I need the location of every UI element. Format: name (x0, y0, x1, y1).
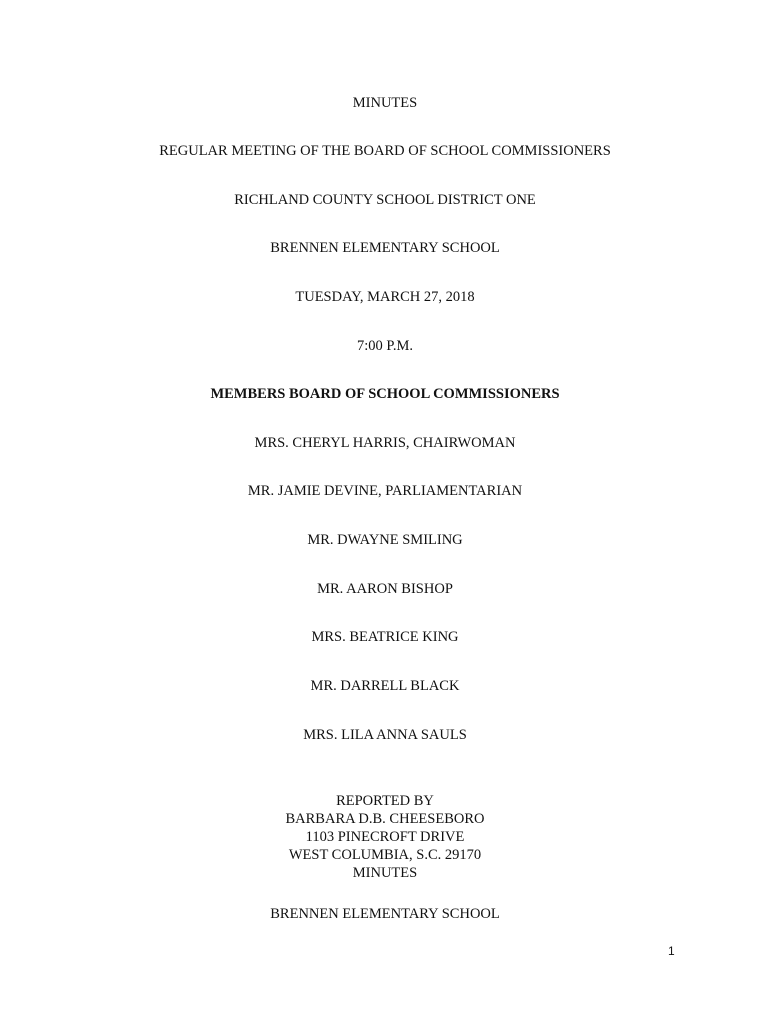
member-item: MRS. CHERYL HARRIS, CHAIRWOMAN (254, 435, 516, 451)
member-item: MR. AARON BISHOP (317, 581, 453, 597)
member-item: MRS. LILA ANNA SAULS (303, 727, 467, 743)
member-item: MR. DWAYNE SMILING (307, 532, 463, 548)
reported-by-label: REPORTED BY (336, 793, 434, 809)
member-item: MR. DARRELL BLACK (310, 678, 460, 694)
members-heading: MEMBERS BOARD OF SCHOOL COMMISSIONERS (210, 386, 560, 402)
meeting-heading: REGULAR MEETING OF THE BOARD OF SCHOOL COMMISSIONERS (159, 143, 611, 159)
reporter-address-line-2: WEST COLUMBIA, S.C. 29170 (288, 847, 482, 863)
reporter-address-line-1: 1103 PINECROFT DRIVE (305, 829, 465, 845)
member-item: MR. JAMIE DEVINE, PARLIAMENTARIAN (247, 483, 523, 499)
reporter-block (0, 792, 770, 882)
district-heading: RICHLAND COUNTY SCHOOL DISTRICT ONE (234, 192, 536, 208)
reporter-name: BARBARA D.B. CHEESEBORO (285, 811, 485, 827)
location-heading: BRENNEN ELEMENTARY SCHOOL (270, 240, 500, 256)
footer-location: BRENNEN ELEMENTARY SCHOOL (270, 906, 500, 922)
meeting-date: TUESDAY, MARCH 27, 2018 (295, 289, 475, 305)
member-item: MRS. BEATRICE KING (311, 629, 459, 645)
document-title: MINUTES (352, 95, 418, 111)
page-number: 1 (668, 944, 675, 958)
reporter-trailer: MINUTES (352, 865, 418, 881)
meeting-time: 7:00 P.M. (356, 338, 413, 354)
